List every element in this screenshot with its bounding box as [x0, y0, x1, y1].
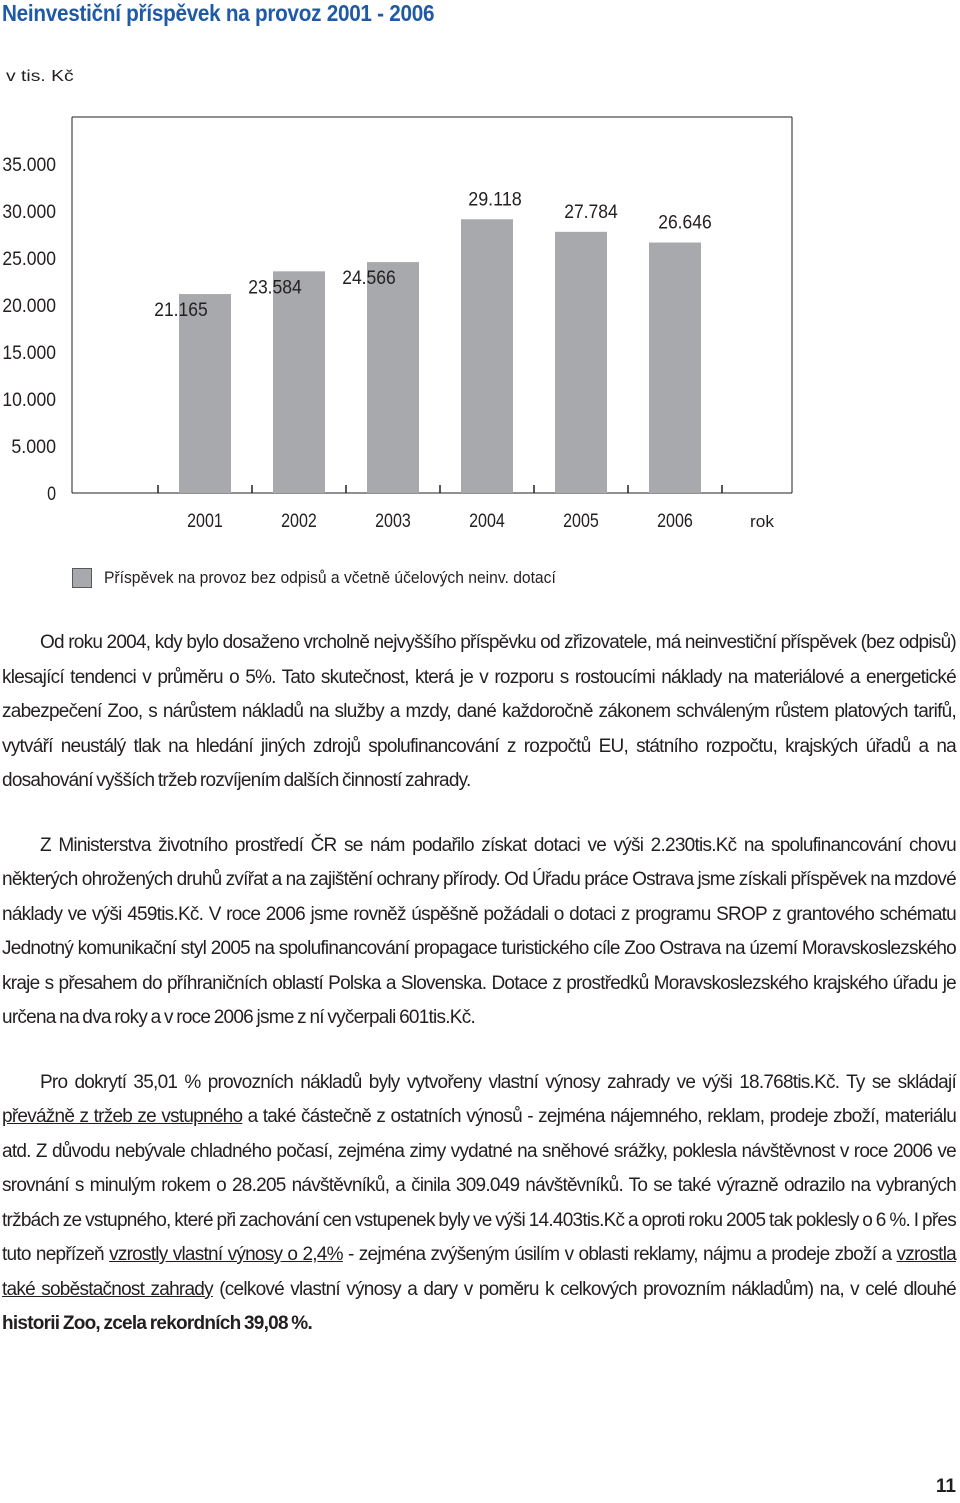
- bar: [367, 262, 419, 493]
- body-text: [2, 626, 956, 1372]
- underlined-text: vzrostla také soběstačnost zahrady: [2, 1244, 956, 1300]
- text-run: Z Ministerstva životního prostředí ČR se nám podařilo získat dotaci ve výši 2.230tis.Kč na spolufinancování chovu některých ohrožených druhů zvířat a na zajištění ochrany přírody. Od Úřadu práce Ostrava jsme získali příspěvek na mzdové náklady ve výši 459tis.Kč. V roce 2006 jsme rovněž úspěšně požádali o dotaci z programu SROP z grantového schématu Jednotný komunikační styl 2005 na spolufinancování propagace turistického cíle Zoo Ostrava na území Moravskoslezského kraje s přesahem do příhraničních oblastí Polska a Slovenska. Dotace z prostředků Moravskoslezského krajského úřadu je určena na dva roky a v roce 2006 jsme z ní vyčerpali 601tis.Kč.: [2, 834, 956, 1028]
- bar-value-label: 21.165: [154, 300, 208, 322]
- paragraph-1: [2, 626, 956, 799]
- y-unit-label: v tis. Kč: [6, 68, 74, 85]
- x-tick-label: 2002: [281, 511, 317, 532]
- bar-chart: [0, 55, 960, 555]
- bar-value-label: 23.584: [248, 277, 303, 299]
- y-tick-label: 5.000: [11, 437, 56, 458]
- bar: [273, 271, 325, 493]
- bar: [179, 294, 231, 493]
- text-run: - zejména zvýšeným úsilím v oblasti reklamy, nájmu a prodeje zboží a: [342, 1244, 897, 1265]
- bar: [555, 232, 607, 493]
- x-tick-label: 2001: [187, 511, 223, 532]
- y-tick-label: 20.000: [2, 296, 56, 317]
- underlined-text: vzrostly vlastní výnosy o 2,4%: [109, 1244, 343, 1265]
- y-tick-label: 10.000: [2, 390, 56, 411]
- bar-value-label: 29.118: [468, 189, 522, 211]
- y-tick-label: 30.000: [2, 202, 56, 223]
- page-number: 11: [935, 1476, 956, 1497]
- text-run: Od roku 2004, kdy bylo dosaženo vrcholně nejvyššího příspěvku od zřizovatele, má neinvestiční příspěvek (bez odpisů) klesající tendenci v průměru o 5%. Tato skutečnost, která je v rozporu s rostoucími náklady na materiálové a energetické zabezpečení Zoo, s nárůstem nákladů na služby a mzdy, dané každoročně zákonem schváleným růstem platových tarifů, vytváří neustálý tlak na hledání jiných zdrojů spolufinancování z rozpočtů EU, státního rozpočtu, krajských úřadů a na dosahování vyšších tržeb rozvíjením dalších činností zahrady.: [2, 632, 956, 791]
- x-tick-label: 2003: [375, 511, 411, 532]
- y-tick-label: 0: [47, 484, 56, 505]
- x-axis-label: rok: [750, 512, 775, 531]
- bar: [649, 243, 701, 493]
- x-tick-label: 2004: [469, 511, 506, 532]
- x-tick-label: 2005: [563, 511, 599, 532]
- legend-swatch: [72, 568, 92, 588]
- x-tick-label: 2006: [657, 511, 693, 532]
- bar-value-label: 24.566: [342, 268, 396, 290]
- text-run: Pro dokrytí 35,01 % provozních nákladů byly vytvořeny vlastní výnosy zahrady ve výši 18.768tis.Kč. Ty se skládají: [40, 1071, 956, 1093]
- bar-value-label: 26.646: [658, 212, 712, 234]
- paragraph-2: [2, 829, 956, 1036]
- legend-label: Příspěvek na provoz bez odpisů a včetně účelových neinv. dotací: [104, 568, 556, 587]
- page-title: Neinvestiční příspěvek na provoz 2001 - 2006: [2, 0, 435, 26]
- text-run: (celkové vlastní výnosy a dary v poměru k celkových provozním nákladům) na, v celé dlouhé: [212, 1278, 956, 1300]
- text-run: a také částečně z ostatních výnosů - zejména nájemného, reklam, prodeje zboží, materiálu atd. Z důvodu nebývale chladného počasí, zejména zimy vydatné na sněhové srážky, poklesla návštěvnost v roce 2006 ve srovnání s minulým rokem o 28.205 návštěvníků, a činila 309.049 návštěvníků. To se také výrazně odrazilo na vybraných tržbách ze vstupného, které při zachování cen vstupenek byly ve výši 14.403tis.Kč a oproti roku 2005 tak poklesly o 6 %. I přes tuto nepřízeň: [2, 1106, 957, 1265]
- underlined-text: převážně z tržeb ze vstupného: [2, 1106, 243, 1127]
- chart-legend: [72, 566, 595, 590]
- bold-text: historii Zoo, zcela rekordních 39,08 %.: [2, 1313, 312, 1334]
- y-tick-label: 35.000: [2, 155, 56, 176]
- bar-value-label: 27.784: [564, 201, 619, 223]
- bar: [461, 219, 513, 493]
- y-tick-label: 25.000: [2, 249, 56, 270]
- paragraph-3: [2, 1066, 956, 1342]
- y-tick-label: 15.000: [2, 343, 56, 364]
